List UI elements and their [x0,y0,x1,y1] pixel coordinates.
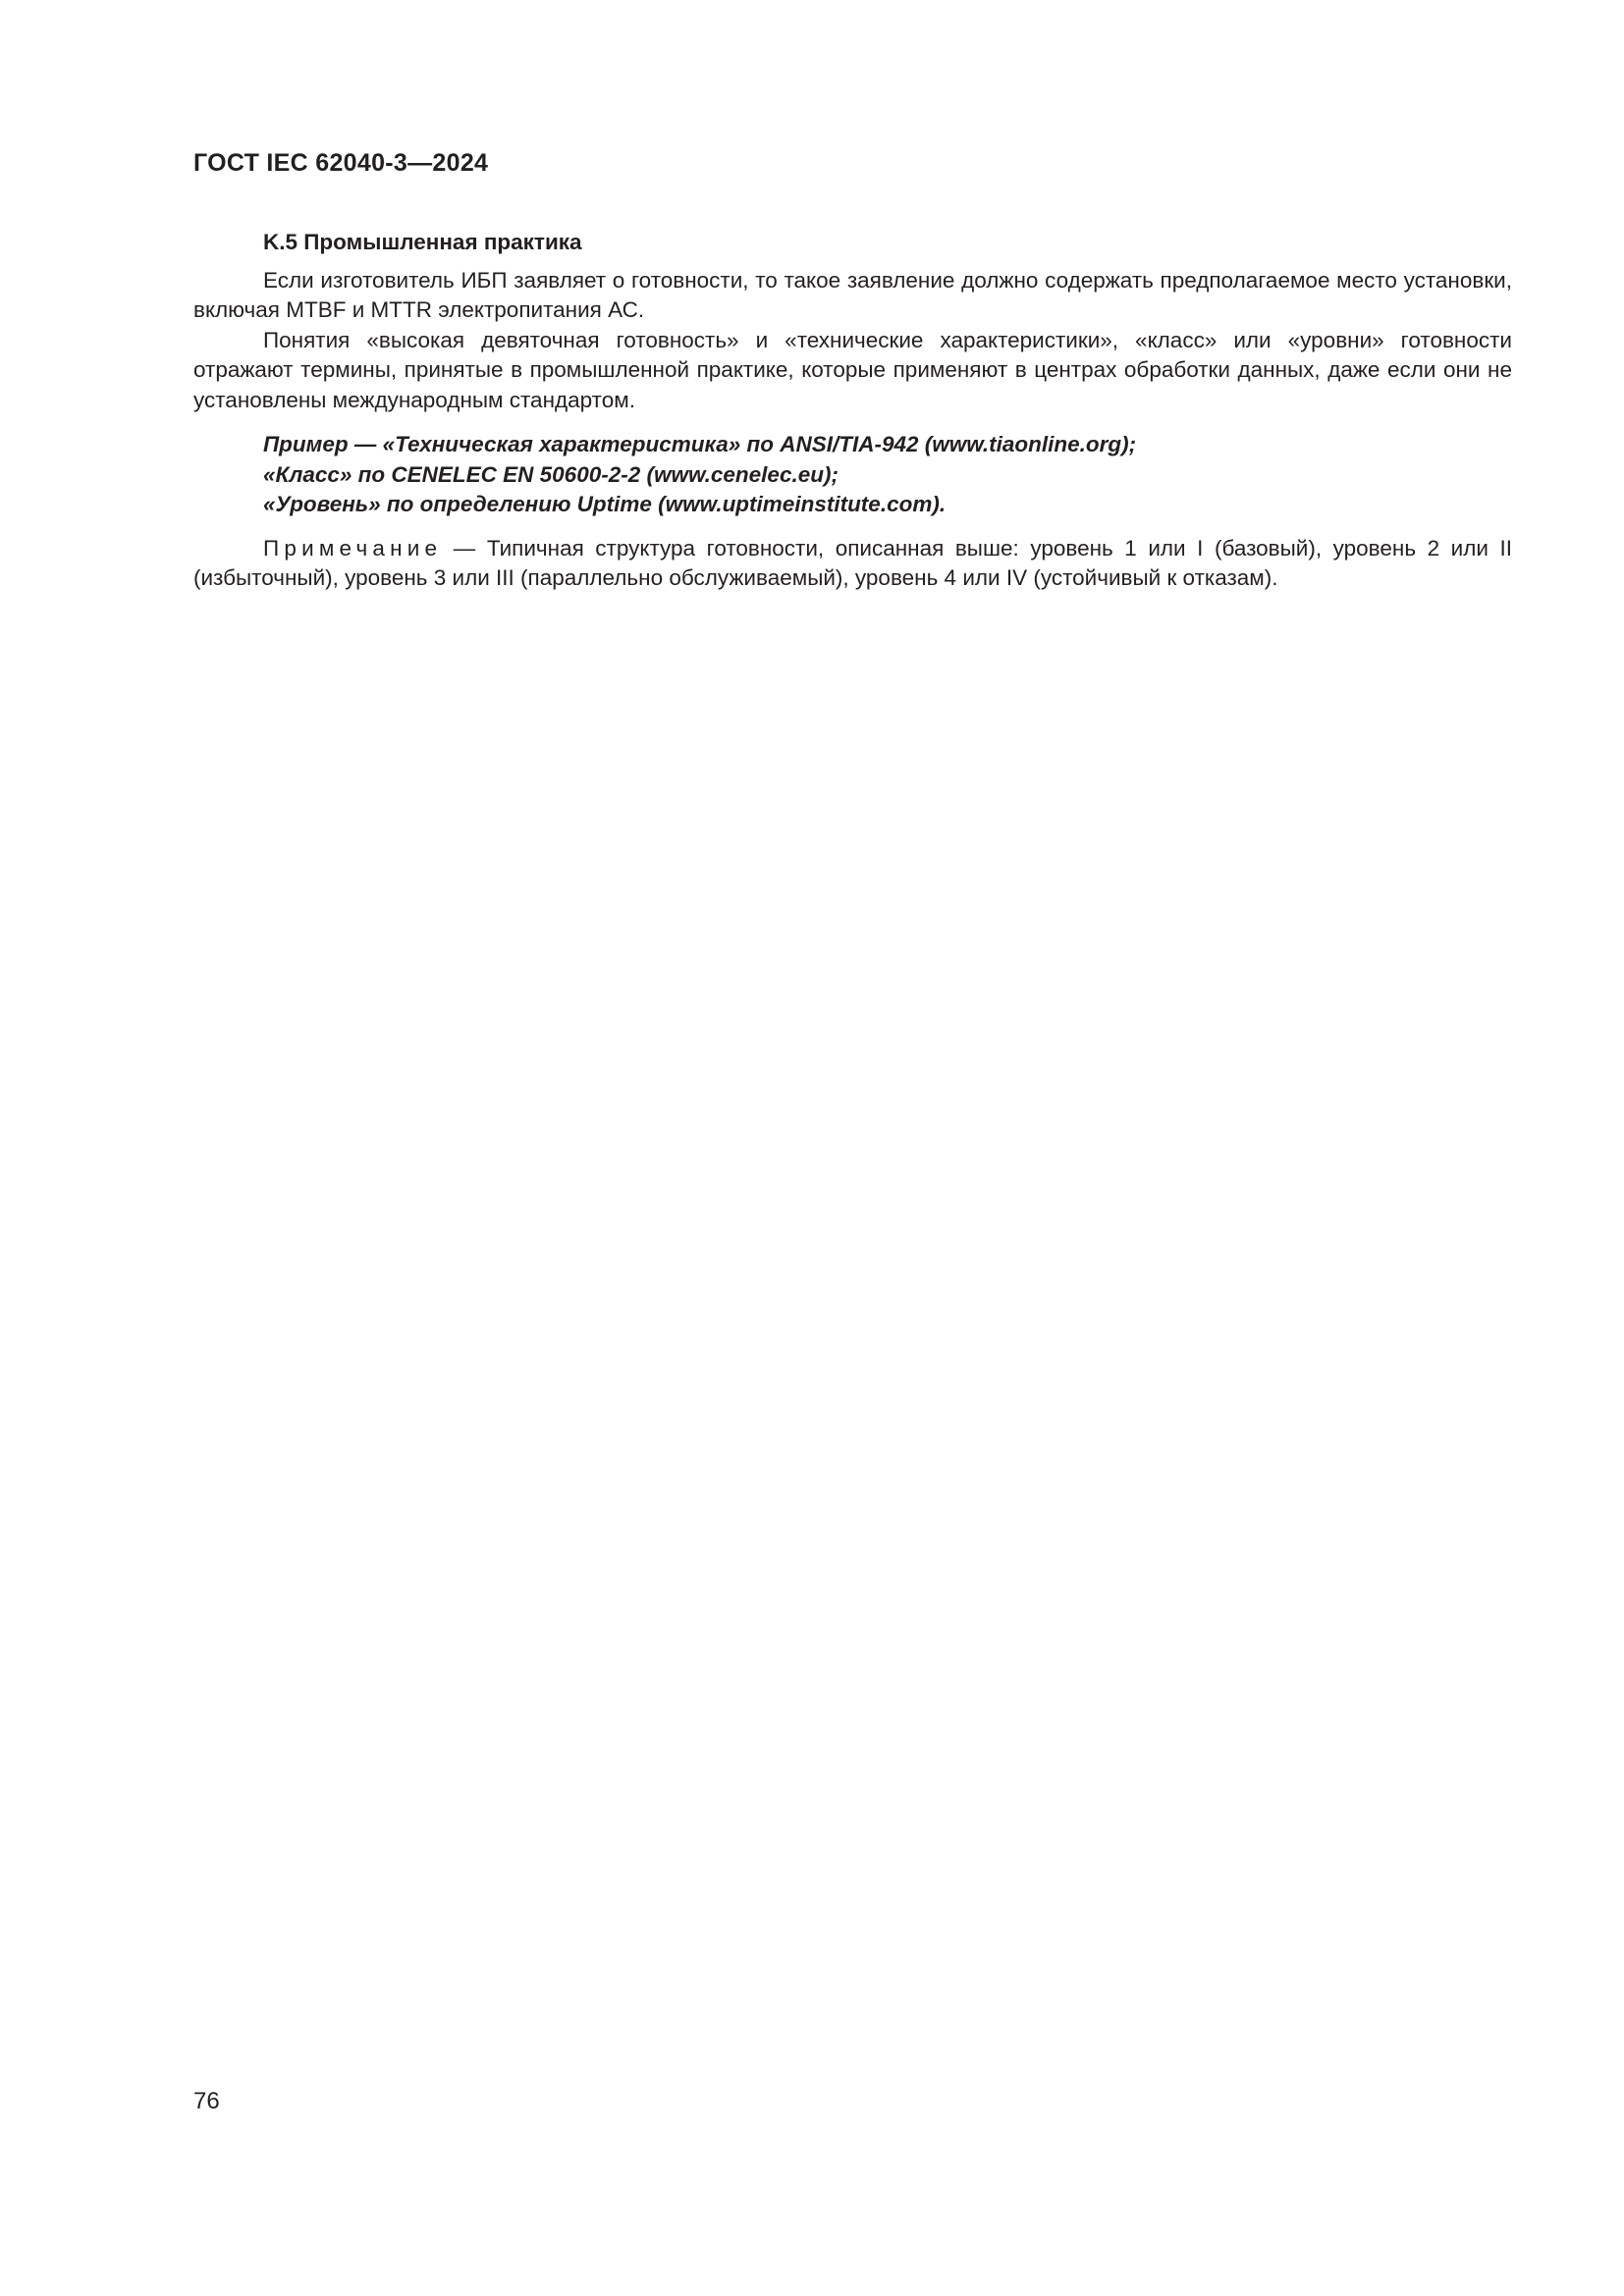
section-title: K.5 Промышленная практика [263,230,582,254]
example-line: Пример — «Техническая характеристика» по ANSI/TIA-942 (www.tiaonline.org); [263,432,1137,456]
body-paragraph: Если изготовитель ИБП заявляет о готовности, то такое заявление должно содержать предполагаемое место установки, включая MTBF и MTTR электропитания АС. [193,267,1512,322]
document-header: ГОСТ IEC 62040-3—2024 [193,149,489,177]
note-paragraph [193,534,1512,594]
section-body [193,228,1512,594]
example-block [193,430,1512,520]
body-paragraph: Понятия «высокая девяточная готовность» и «технические характеристики», «класс» или «уровни» готовности отражают термины, принятые в промышленной практике, которые применяют в центрах обработки данных, даже если они не установлены международным стандартом. [193,327,1512,412]
note-label: Примечание [263,535,443,561]
example-line: «Уровень» по определению Uptime (www.uptimeinstitute.com). [263,492,947,516]
example-line: «Класс» по CENELEC EN 50600-2-2 (www.cenelec.eu); [263,461,839,487]
page-number: 76 [193,2088,220,2114]
note-text: — Типичная структура готовности, описанная выше: уровень 1 или I (базовый), уровень 2 или II (избыточный), уровень 3 или III (параллельно обслуживаемый), уровень 4 или IV (устойчивый к отказам). [193,535,1512,590]
